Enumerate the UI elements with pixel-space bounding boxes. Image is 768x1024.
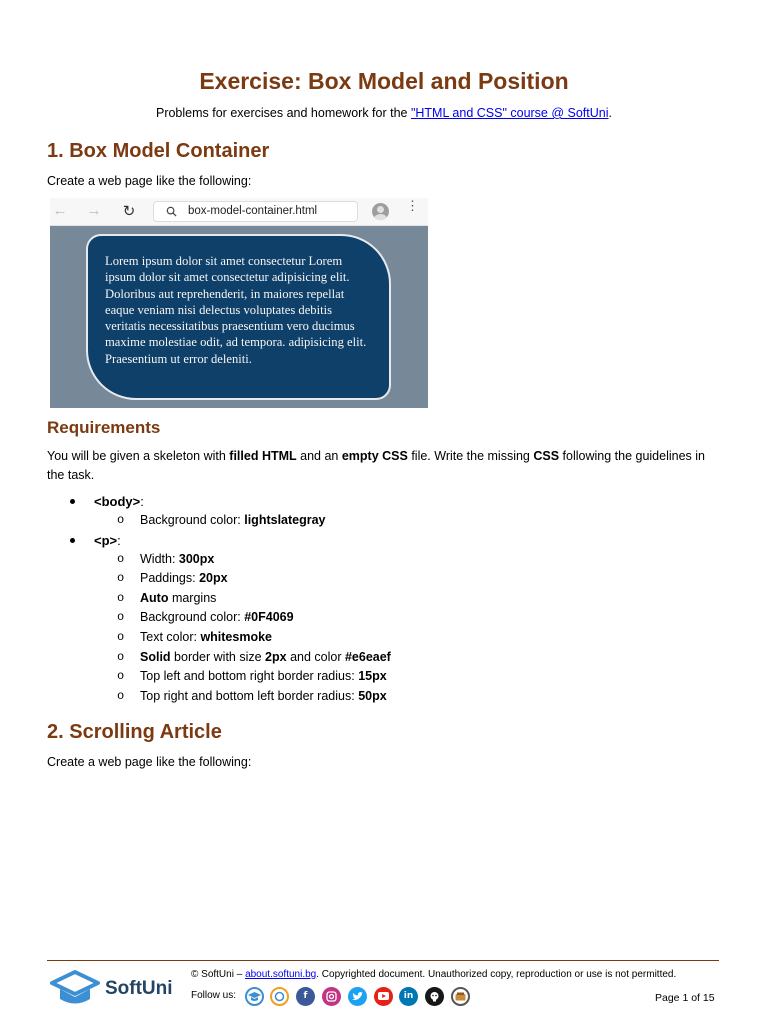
bullet-icon <box>70 538 75 543</box>
graduation-cap-icon <box>50 970 100 1008</box>
softuni-brand: SoftUni <box>105 978 173 999</box>
section-1-intro: Create a web page like the following: <box>47 174 252 188</box>
section-2-heading: 2. Scrolling Article <box>47 721 222 743</box>
softuni-icon[interactable] <box>245 987 264 1006</box>
footer-divider <box>47 960 719 961</box>
back-arrow-icon: ← <box>52 202 68 219</box>
requirements-list <box>70 492 391 706</box>
box-model-paragraph: Lorem ipsum dolor sit amet consectetur Lorem ipsum dolor sit amet consectetur adipisicing elit. Doloribus aut reprehenderit, in maiores repellat eaque veniam nisi delectus voluptates debitis veritatis necessitatibus praesentium vero ducimus maxime molestiae odit, ad tempora. adipisicing elit. Praesentium ut error deleniti. <box>86 234 391 400</box>
reload-icon: ↻ <box>122 203 136 220</box>
linkedin-icon[interactable]: in <box>399 987 418 1006</box>
about-softuni-link[interactable]: about.softuni.bg <box>245 969 317 980</box>
example-screenshot <box>50 198 428 408</box>
p-tag: <p> <box>94 532 118 548</box>
browser-menu-icon: ⋮ <box>406 198 419 213</box>
youtube-icon[interactable] <box>374 987 393 1006</box>
page-number: Page 1 of 15 <box>655 992 715 1004</box>
facebook-icon[interactable]: f <box>296 987 315 1006</box>
list-item: o Solid border with size 2px and color #e6eaef <box>117 649 391 664</box>
list-item: o Auto margins <box>117 590 217 605</box>
list-item: o Background color: #0F4069 <box>117 610 294 625</box>
list-item: o Background color: lightslategray <box>117 513 326 527</box>
softuni-foundation-icon[interactable] <box>270 987 289 1006</box>
search-icon <box>166 206 177 217</box>
section-2-intro: Create a web page like the following: <box>47 755 252 769</box>
github-icon[interactable] <box>425 987 444 1006</box>
list-item: o Top right and bottom left border radius: 50px <box>117 688 387 703</box>
address-bar <box>153 201 358 222</box>
profile-avatar-icon <box>372 203 389 220</box>
section-1-heading: 1. Box Model Container <box>47 140 270 162</box>
subtitle-suffix: . <box>608 106 612 120</box>
list-item: o Paddings: 20px <box>117 571 228 586</box>
subtitle-prefix: Problems for exercises and homework for the <box>155 106 411 120</box>
softuni-logo[interactable] <box>50 968 180 1008</box>
softuni-store-icon[interactable] <box>451 987 470 1006</box>
twitter-icon[interactable] <box>348 987 367 1006</box>
list-item: o Width: 300px <box>117 551 215 566</box>
body-tag: <body> <box>94 494 141 509</box>
follow-us-label: Follow us: <box>191 990 237 1001</box>
address-bar-url: box-model-container.html <box>188 205 318 217</box>
document-subtitle <box>0 106 768 120</box>
requirements-heading: Requirements <box>47 418 161 437</box>
p-rule: <p>: o Width: 300px o Paddings: 20px o Auto margins o Background color: #0F4069 o Text color: whitesmoke o Solid border with size 2px and color #e6eaef o Top left and bottom right border radius: 15px o Top right and bottom left border radius: 50px <box>70 531 391 707</box>
list-item: o Top left and bottom right border radius: 15px <box>117 669 387 684</box>
list-item: o Text color: whitesmoke <box>117 629 272 644</box>
requirements-intro: You will be given a skeleton with filled HTML and an empty CSS file. Write the missing CSS following the guidelines in the task. <box>47 449 705 482</box>
course-link[interactable]: "HTML and CSS" course @ SoftUni <box>410 106 609 120</box>
bullet-icon <box>70 499 75 504</box>
instagram-icon[interactable] <box>322 987 341 1006</box>
browser-toolbar <box>50 198 428 226</box>
body-rule: <body>: o Background color: lightslategray <box>70 492 391 531</box>
forward-arrow-icon: → <box>86 202 102 219</box>
document-title: Exercise: Box Model and Position <box>199 68 569 94</box>
copyright-notice: © SoftUni – about.softuni.bg. Copyrighted document. Unauthorized copy, reproduction or use is not permitted. <box>191 969 677 980</box>
